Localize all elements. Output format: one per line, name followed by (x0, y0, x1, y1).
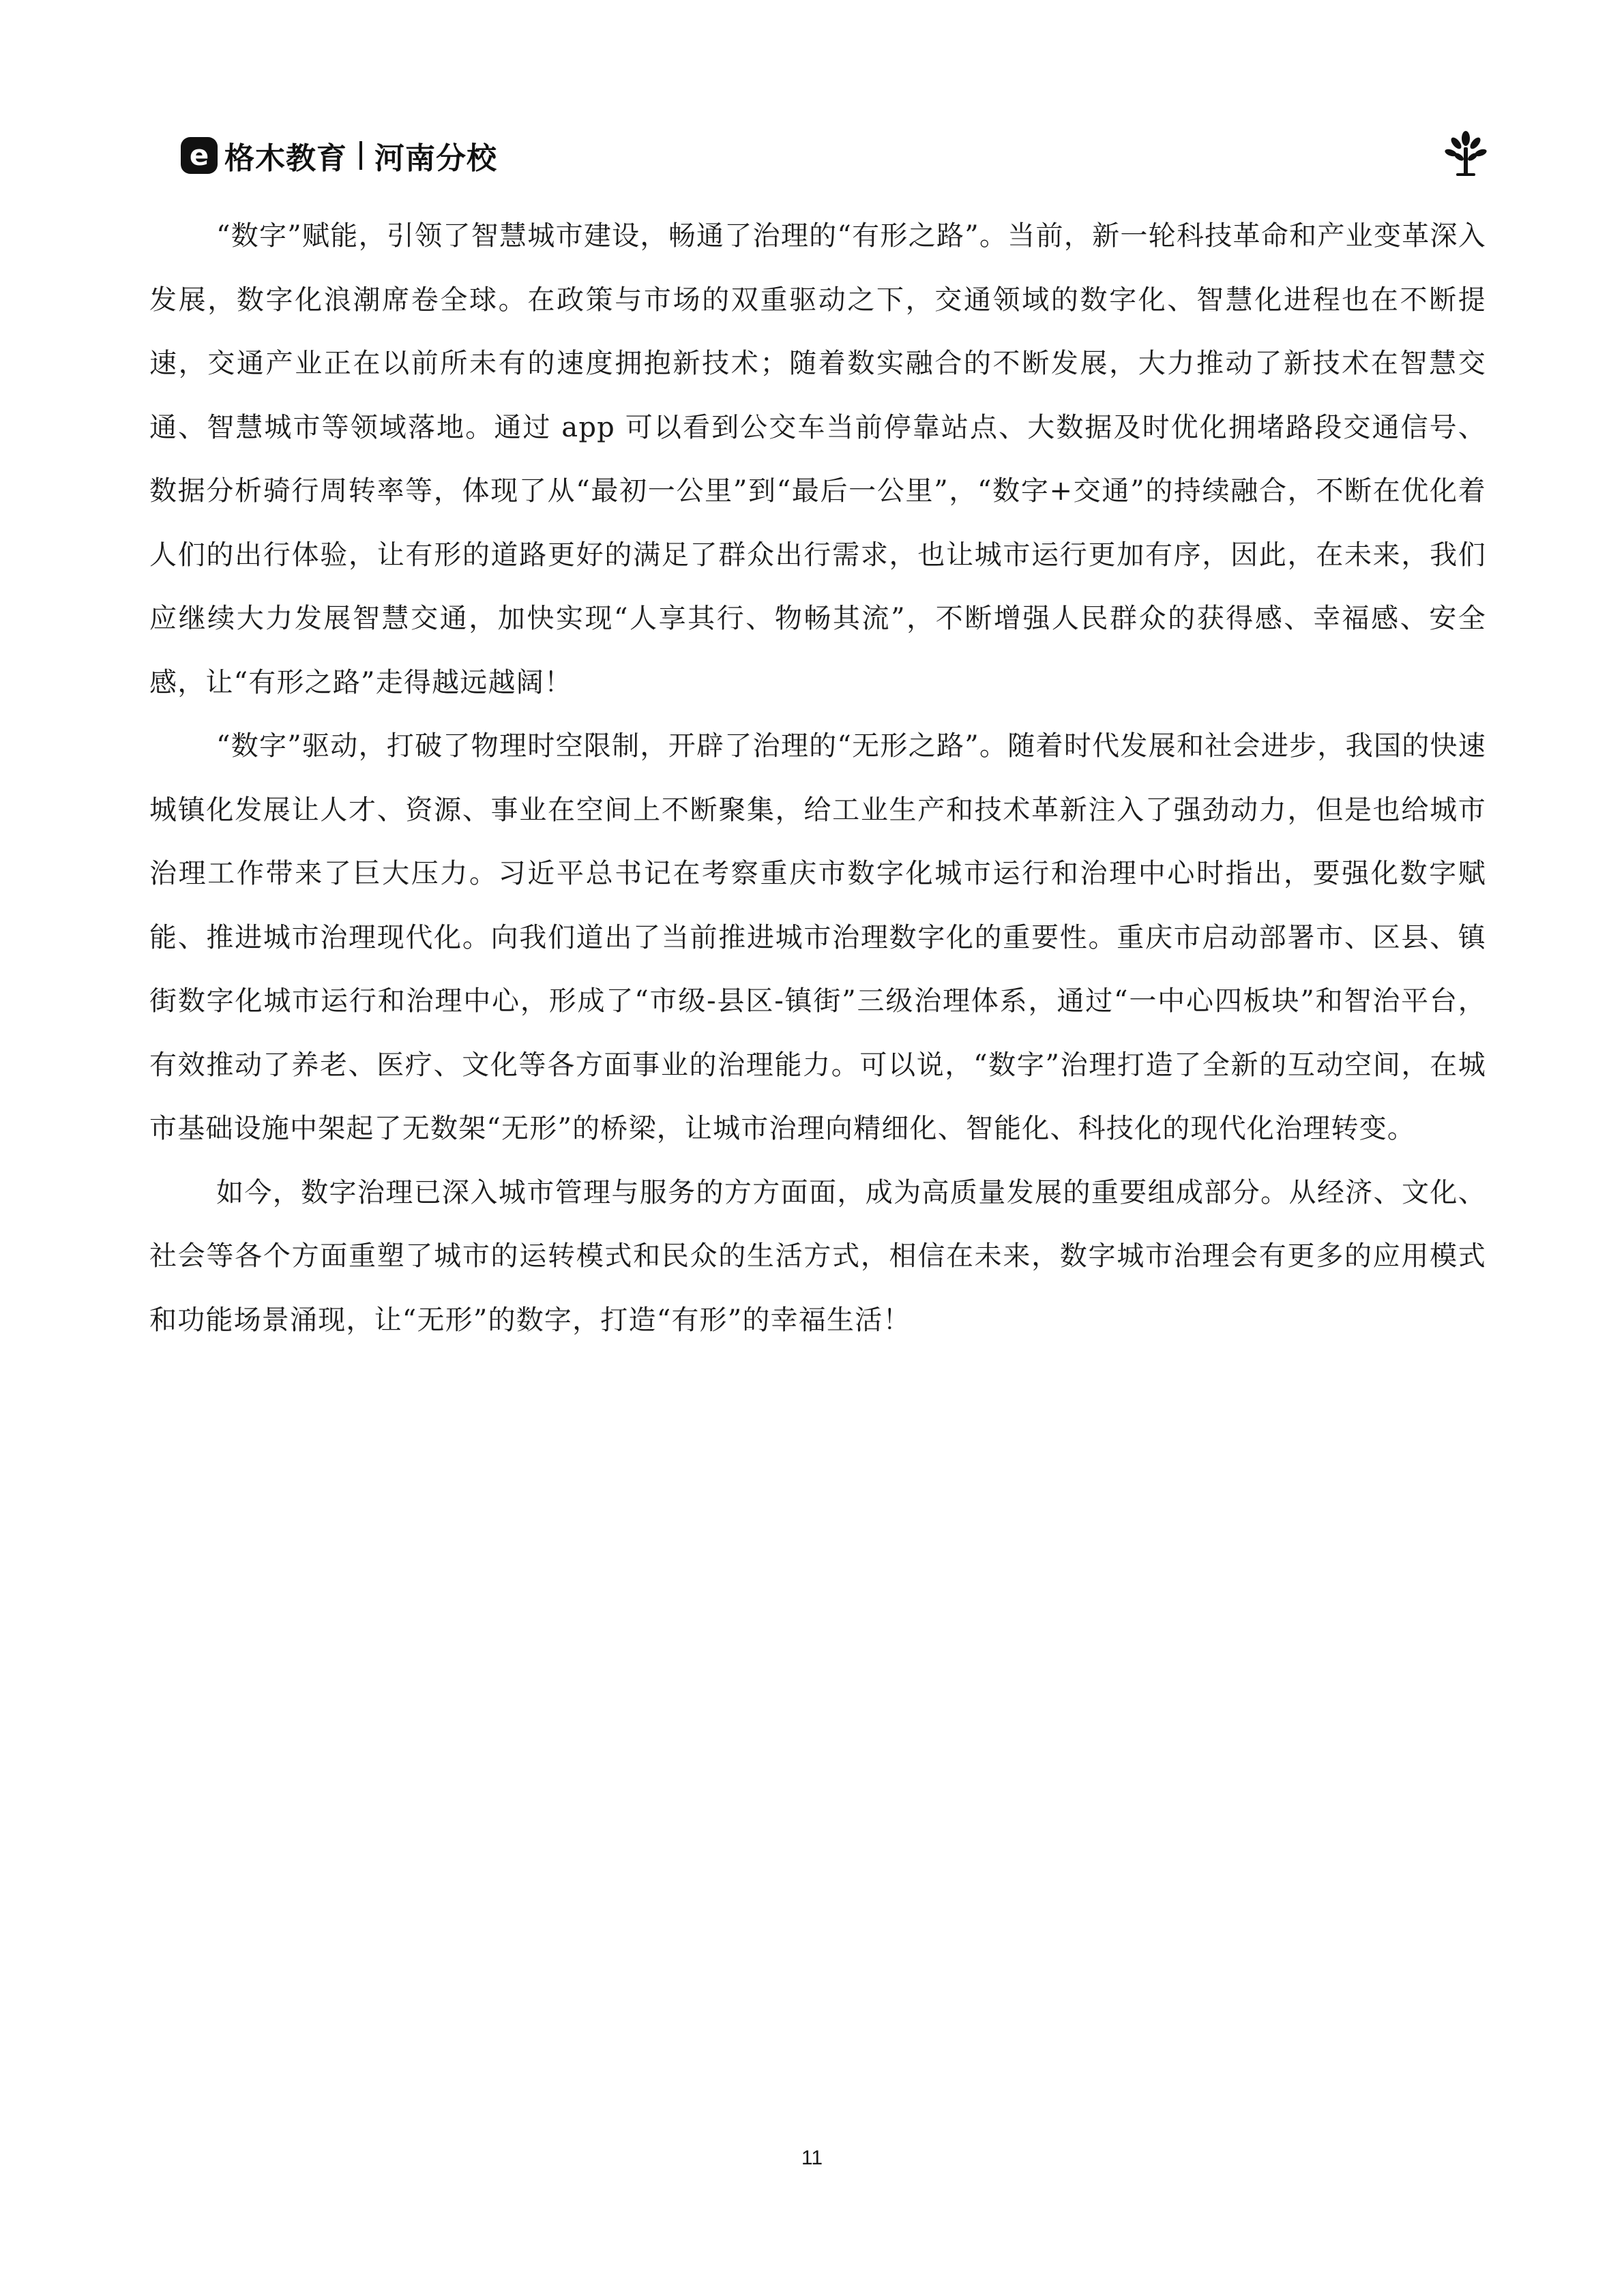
logo-divider (359, 141, 362, 170)
brand-name: 格木教育 (224, 141, 347, 176)
leaf-tree-icon (1441, 130, 1490, 179)
page-header (181, 130, 1497, 184)
brand-logo (181, 134, 497, 177)
document-body (149, 205, 1486, 1352)
paragraph: “数字”驱动，打破了物理时空限制，开辟了治理的“无形之路”。随着时代发展和社会进步，我国的快速城镇化发展让人才、资源、事业在空间上不断聚集，给工业生产和技术革新注入了强劲动力，但是也给城市治理工作带来了巨大压力。习近平总书记在考察重庆市数字化城市运行和治理中心时指出，要强化数字赋能、推进城市治理现代化。向我们道出了当前推进城市治理数字化的重要性。重庆市启动部署市、区县、镇街数字化城市运行和治理中心，形成了“市级-县区-镇街”三级治理体系，通过“一中心四板块”和智治平台，有效推动了养老、医疗、文化等各方面事业的治理能力。可以说，“数字”治理打造了全新的互动空间，在城市基础设施中架起了无数架“无形”的桥梁，让城市治理向精细化、智能化、科技化的现代化治理转变。 (149, 730, 1486, 1144)
page-number: 11 (801, 2147, 823, 2169)
paragraph: 如今，数字治理已深入城市管理与服务的方方面面，成为高质量发展的重要组成部分。从经济、文化、社会等各个方面重塑了城市的运转模式和民众的生活方式，相信在未来，数字城市治理会有更多的应用模式和功能场景涌现，让“无形”的数字，打造“有形”的幸福生活！ (149, 1176, 1486, 1336)
branch-name: 河南分校 (374, 141, 497, 176)
logo-mark-icon: e (181, 137, 218, 174)
paragraph: “数字”赋能，引领了智慧城市建设，畅通了治理的“有形之路”。当前，新一轮科技革命和产业变革深入发展，数字化浪潮席卷全球。在政策与市场的双重驱动之下，交通领域的数字化、智慧化进程也在不断提速，交通产业正在以前所未有的速度拥抱新技术；随着数实融合的不断发展，大力推动了新技术在智慧交通、智慧城市等领域落地。通过 app 可以看到公交车当前停靠站点、大数据及时优化拥堵路段交通信号、数据分析骑行周转率等，体现了从“最初一公里”到“最后一公里”，“数字+交通”的持续融合，不断在优化着人们的出行体验，让有形的道路更好的满足了群众出行需求，也让城市运行更加有序，因此，在未来，我们应继续大力发展智慧交通，加快实现“人享其行、物畅其流”，不断增强人民群众的获得感、幸福感、安全感，让“有形之路”走得越远越阔！ (149, 220, 1486, 698)
